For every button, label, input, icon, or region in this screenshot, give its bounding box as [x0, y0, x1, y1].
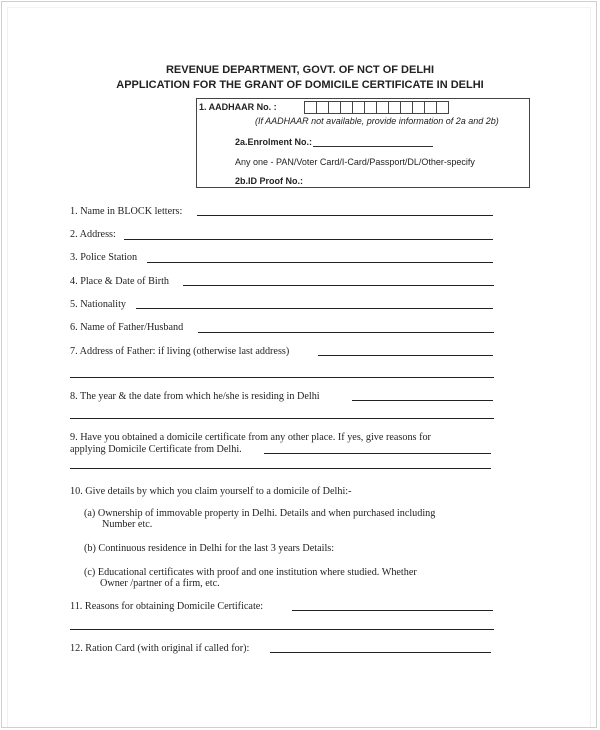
reasons-field-line2[interactable] [70, 629, 494, 630]
father-husband-name-field[interactable] [198, 332, 494, 333]
name-field[interactable] [197, 215, 493, 216]
ration-card-field[interactable] [270, 652, 491, 653]
q4-label: 4. Place & Date of Birth [70, 276, 170, 287]
q10a-label-line1: (a) Ownership of immovable property in Delhi. Details and when purchased including [84, 508, 436, 519]
q10c-label-line2: Owner /partner of a firm, etc. [100, 578, 220, 589]
residing-since-field-line2[interactable] [70, 418, 494, 419]
q6-label: 6. Name of Father/Husband [70, 322, 184, 333]
id-proof-label: 2b.ID Proof No.: [235, 176, 303, 186]
enrolment-label: 2a.Enrolment No.: [235, 137, 313, 147]
form-title: APPLICATION FOR THE GRANT OF DOMICILE CERTIFICATE IN DELHI [116, 79, 484, 91]
q8-label: 8. The year & the date from which he/she is residing in Delhi [70, 391, 320, 402]
q10a-label-line2: Number etc. [102, 519, 153, 530]
q3-label: 3. Police Station [70, 252, 138, 263]
id-info-box [196, 98, 530, 188]
address-field[interactable] [124, 239, 493, 240]
q11-label: 11. Reasons for obtaining Domicile Certificate: [70, 601, 264, 612]
q10-label: 10. Give details by which you claim yourself to a domicile of Delhi:- [70, 486, 352, 497]
q9-label-line1: 9. Have you obtained a domicile certificate from any other place. If yes, give reasons for [70, 432, 431, 443]
birth-place-date-field[interactable] [183, 285, 494, 286]
q12-label: 12. Ration Card (with original if called for): [70, 643, 250, 654]
residing-since-field[interactable] [352, 400, 493, 401]
aadhaar-label: 1. AADHAAR No. : [199, 102, 277, 112]
reasons-field[interactable] [292, 610, 493, 611]
aadhaar-note: (If AADHAAR not available, provide information of 2a and 2b) [255, 116, 499, 126]
other-domicile-reason-field[interactable] [264, 453, 491, 454]
q7-label: 7. Address of Father: if living (otherwise last address) [70, 346, 290, 357]
aadhaar-input[interactable] [305, 101, 449, 114]
other-domicile-reason-field-line2[interactable] [70, 468, 491, 469]
father-address-field-line2[interactable] [70, 377, 494, 378]
q10b-label: (b) Continuous residence in Delhi for the last 3 years Details: [84, 543, 335, 554]
police-station-field[interactable] [147, 262, 493, 263]
q10c-label-line1: (c) Educational certificates with proof and one institution where studied. Whether [84, 567, 417, 578]
q5-label: 5. Nationality [70, 299, 127, 310]
q9-label-line2: applying Domicile Certificate from Delhi. [70, 444, 242, 455]
enrolment-field[interactable] [313, 136, 433, 147]
q2-label: 2. Address: [70, 229, 116, 240]
father-address-field[interactable] [318, 355, 493, 356]
nationality-field[interactable] [136, 308, 493, 309]
id-proof-options-note: Any one - PAN/Voter Card/I-Card/Passport/DL/Other-specify [235, 157, 475, 167]
q1-label: 1. Name in BLOCK letters: [70, 206, 183, 217]
department-title: REVENUE DEPARTMENT, GOVT. OF NCT OF DELHI [165, 64, 435, 76]
